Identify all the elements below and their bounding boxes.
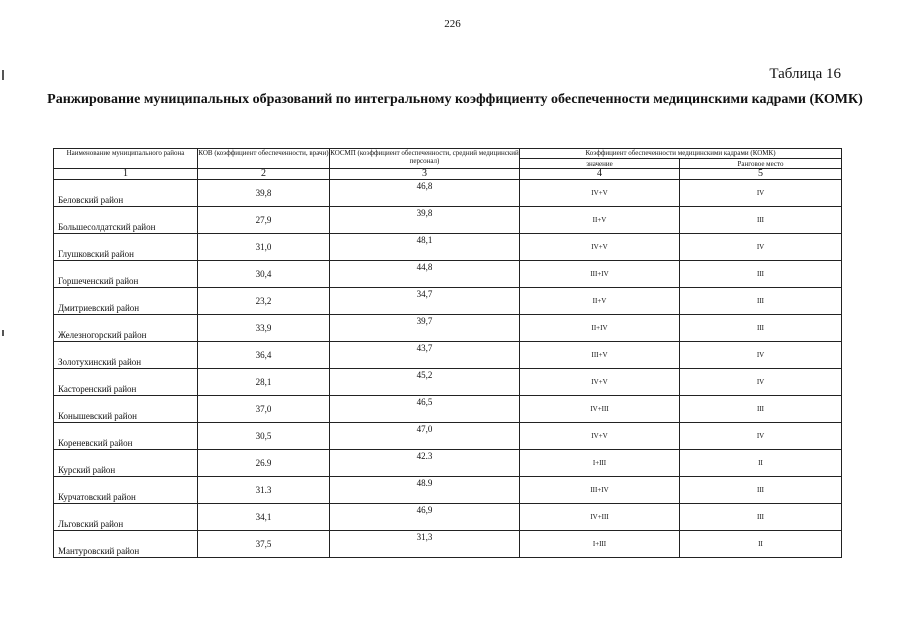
kov-value: 33,9 xyxy=(198,315,330,342)
district-name: Золотухинский район xyxy=(54,342,198,369)
kosmp-value: 46,8 xyxy=(330,180,520,207)
komk-value: IV+V xyxy=(520,423,680,450)
rank-value: IV xyxy=(680,342,842,369)
district-name: Мантуровский район xyxy=(54,531,198,558)
district-name: Курский район xyxy=(54,450,198,477)
rank-value: III xyxy=(680,477,842,504)
scan-edge-mark xyxy=(2,330,4,336)
table-label: Таблица 16 xyxy=(769,66,841,82)
district-name: Кореневский район xyxy=(54,423,198,450)
rank-value: III xyxy=(680,261,842,288)
rank-value: IV xyxy=(680,234,842,261)
district-name: Горшеченский район xyxy=(54,261,198,288)
komk-value: III+IV xyxy=(520,261,680,288)
komk-value: III+IV xyxy=(520,477,680,504)
rank-value: IV xyxy=(680,180,842,207)
kosmp-value: 34,7 xyxy=(330,288,520,315)
kov-value: 30,5 xyxy=(198,423,330,450)
kov-value: 31,0 xyxy=(198,234,330,261)
district-name: Касторенский район xyxy=(54,369,198,396)
rank-value: III xyxy=(680,288,842,315)
district-name: Дмитриевский район xyxy=(54,288,198,315)
komk-value: II+V xyxy=(520,207,680,234)
table-row xyxy=(54,261,842,288)
kosmp-value: 48.9 xyxy=(330,477,520,504)
kov-value: 37,5 xyxy=(198,531,330,558)
district-name: Курчатовский район xyxy=(54,477,198,504)
kosmp-value: 45,2 xyxy=(330,369,520,396)
komk-value: IV+III xyxy=(520,396,680,423)
table-row xyxy=(54,234,842,261)
kosmp-value: 39,8 xyxy=(330,207,520,234)
kosmp-value: 31,3 xyxy=(330,531,520,558)
district-name: Конышевский район xyxy=(54,396,198,423)
rank-value: IV xyxy=(680,369,842,396)
table-row xyxy=(54,369,842,396)
header-value: значение xyxy=(520,159,680,169)
kosmp-value: 48,1 xyxy=(330,234,520,261)
kosmp-value: 43,7 xyxy=(330,342,520,369)
column-number-row xyxy=(54,169,842,180)
district-name: Глушковский район xyxy=(54,234,198,261)
table-row xyxy=(54,504,842,531)
scan-edge-mark xyxy=(2,70,4,80)
kov-value: 27,9 xyxy=(198,207,330,234)
rank-value: IV xyxy=(680,423,842,450)
kov-value: 23,2 xyxy=(198,288,330,315)
column-number: 4 xyxy=(520,169,680,180)
kosmp-value: 47,0 xyxy=(330,423,520,450)
komk-value: I+III xyxy=(520,531,680,558)
column-number: 5 xyxy=(680,169,842,180)
komk-value: IV+III xyxy=(520,504,680,531)
komk-value: IV+V xyxy=(520,180,680,207)
header-kov: КОВ (коэффициент обеспеченности, врачи) xyxy=(198,149,330,169)
kosmp-value: 42.3 xyxy=(330,450,520,477)
rank-value: II xyxy=(680,531,842,558)
table-row xyxy=(54,315,842,342)
kov-value: 34,1 xyxy=(198,504,330,531)
column-number: 2 xyxy=(198,169,330,180)
header-name: Наименование муниципального района xyxy=(54,149,198,169)
header-rank: Ранговое место xyxy=(680,159,842,169)
kosmp-value: 39,7 xyxy=(330,315,520,342)
komk-value: I+III xyxy=(520,450,680,477)
header-kosmp: КОСМП (коэффициент обеспеченности, средний медицинский персонал) xyxy=(330,149,520,169)
table-row xyxy=(54,207,842,234)
kov-value: 36,4 xyxy=(198,342,330,369)
district-name: Беловский район xyxy=(54,180,198,207)
rank-value: III xyxy=(680,396,842,423)
kov-value: 31.3 xyxy=(198,477,330,504)
table-row xyxy=(54,288,842,315)
kov-value: 26.9 xyxy=(198,450,330,477)
komk-value: II+IV xyxy=(520,315,680,342)
komk-value: II+V xyxy=(520,288,680,315)
komk-value: IV+V xyxy=(520,234,680,261)
rank-value: III xyxy=(680,504,842,531)
table-row xyxy=(54,396,842,423)
table-row xyxy=(54,342,842,369)
rank-value: II xyxy=(680,450,842,477)
rank-value: III xyxy=(680,207,842,234)
kov-value: 37,0 xyxy=(198,396,330,423)
table-row xyxy=(54,450,842,477)
kosmp-value: 46,5 xyxy=(330,396,520,423)
rank-value: III xyxy=(680,315,842,342)
kov-value: 28,1 xyxy=(198,369,330,396)
page-number: 226 xyxy=(444,18,461,30)
column-number: 3 xyxy=(330,169,520,180)
header-komk: Коэффициент обеспеченности медицинскими кадрами (КОМК) xyxy=(520,149,842,159)
column-number: 1 xyxy=(54,169,198,180)
district-name: Льговский район xyxy=(54,504,198,531)
table-row xyxy=(54,180,842,207)
kov-value: 30,4 xyxy=(198,261,330,288)
kosmp-value: 46,9 xyxy=(330,504,520,531)
table-row xyxy=(54,531,842,558)
table-row xyxy=(54,423,842,450)
document-title: Ранжирование муниципальных образований по интегральному коэффициенту обеспеченности медицинскими кадрами (КОМК) xyxy=(47,92,863,107)
table-row xyxy=(54,477,842,504)
komk-value: IV+V xyxy=(520,369,680,396)
kov-value: 39,8 xyxy=(198,180,330,207)
district-name: Железногорский район xyxy=(54,315,198,342)
district-name: Большесолдатский район xyxy=(54,207,198,234)
komk-value: III+V xyxy=(520,342,680,369)
kosmp-value: 44,8 xyxy=(330,261,520,288)
ranking-table xyxy=(53,148,842,558)
